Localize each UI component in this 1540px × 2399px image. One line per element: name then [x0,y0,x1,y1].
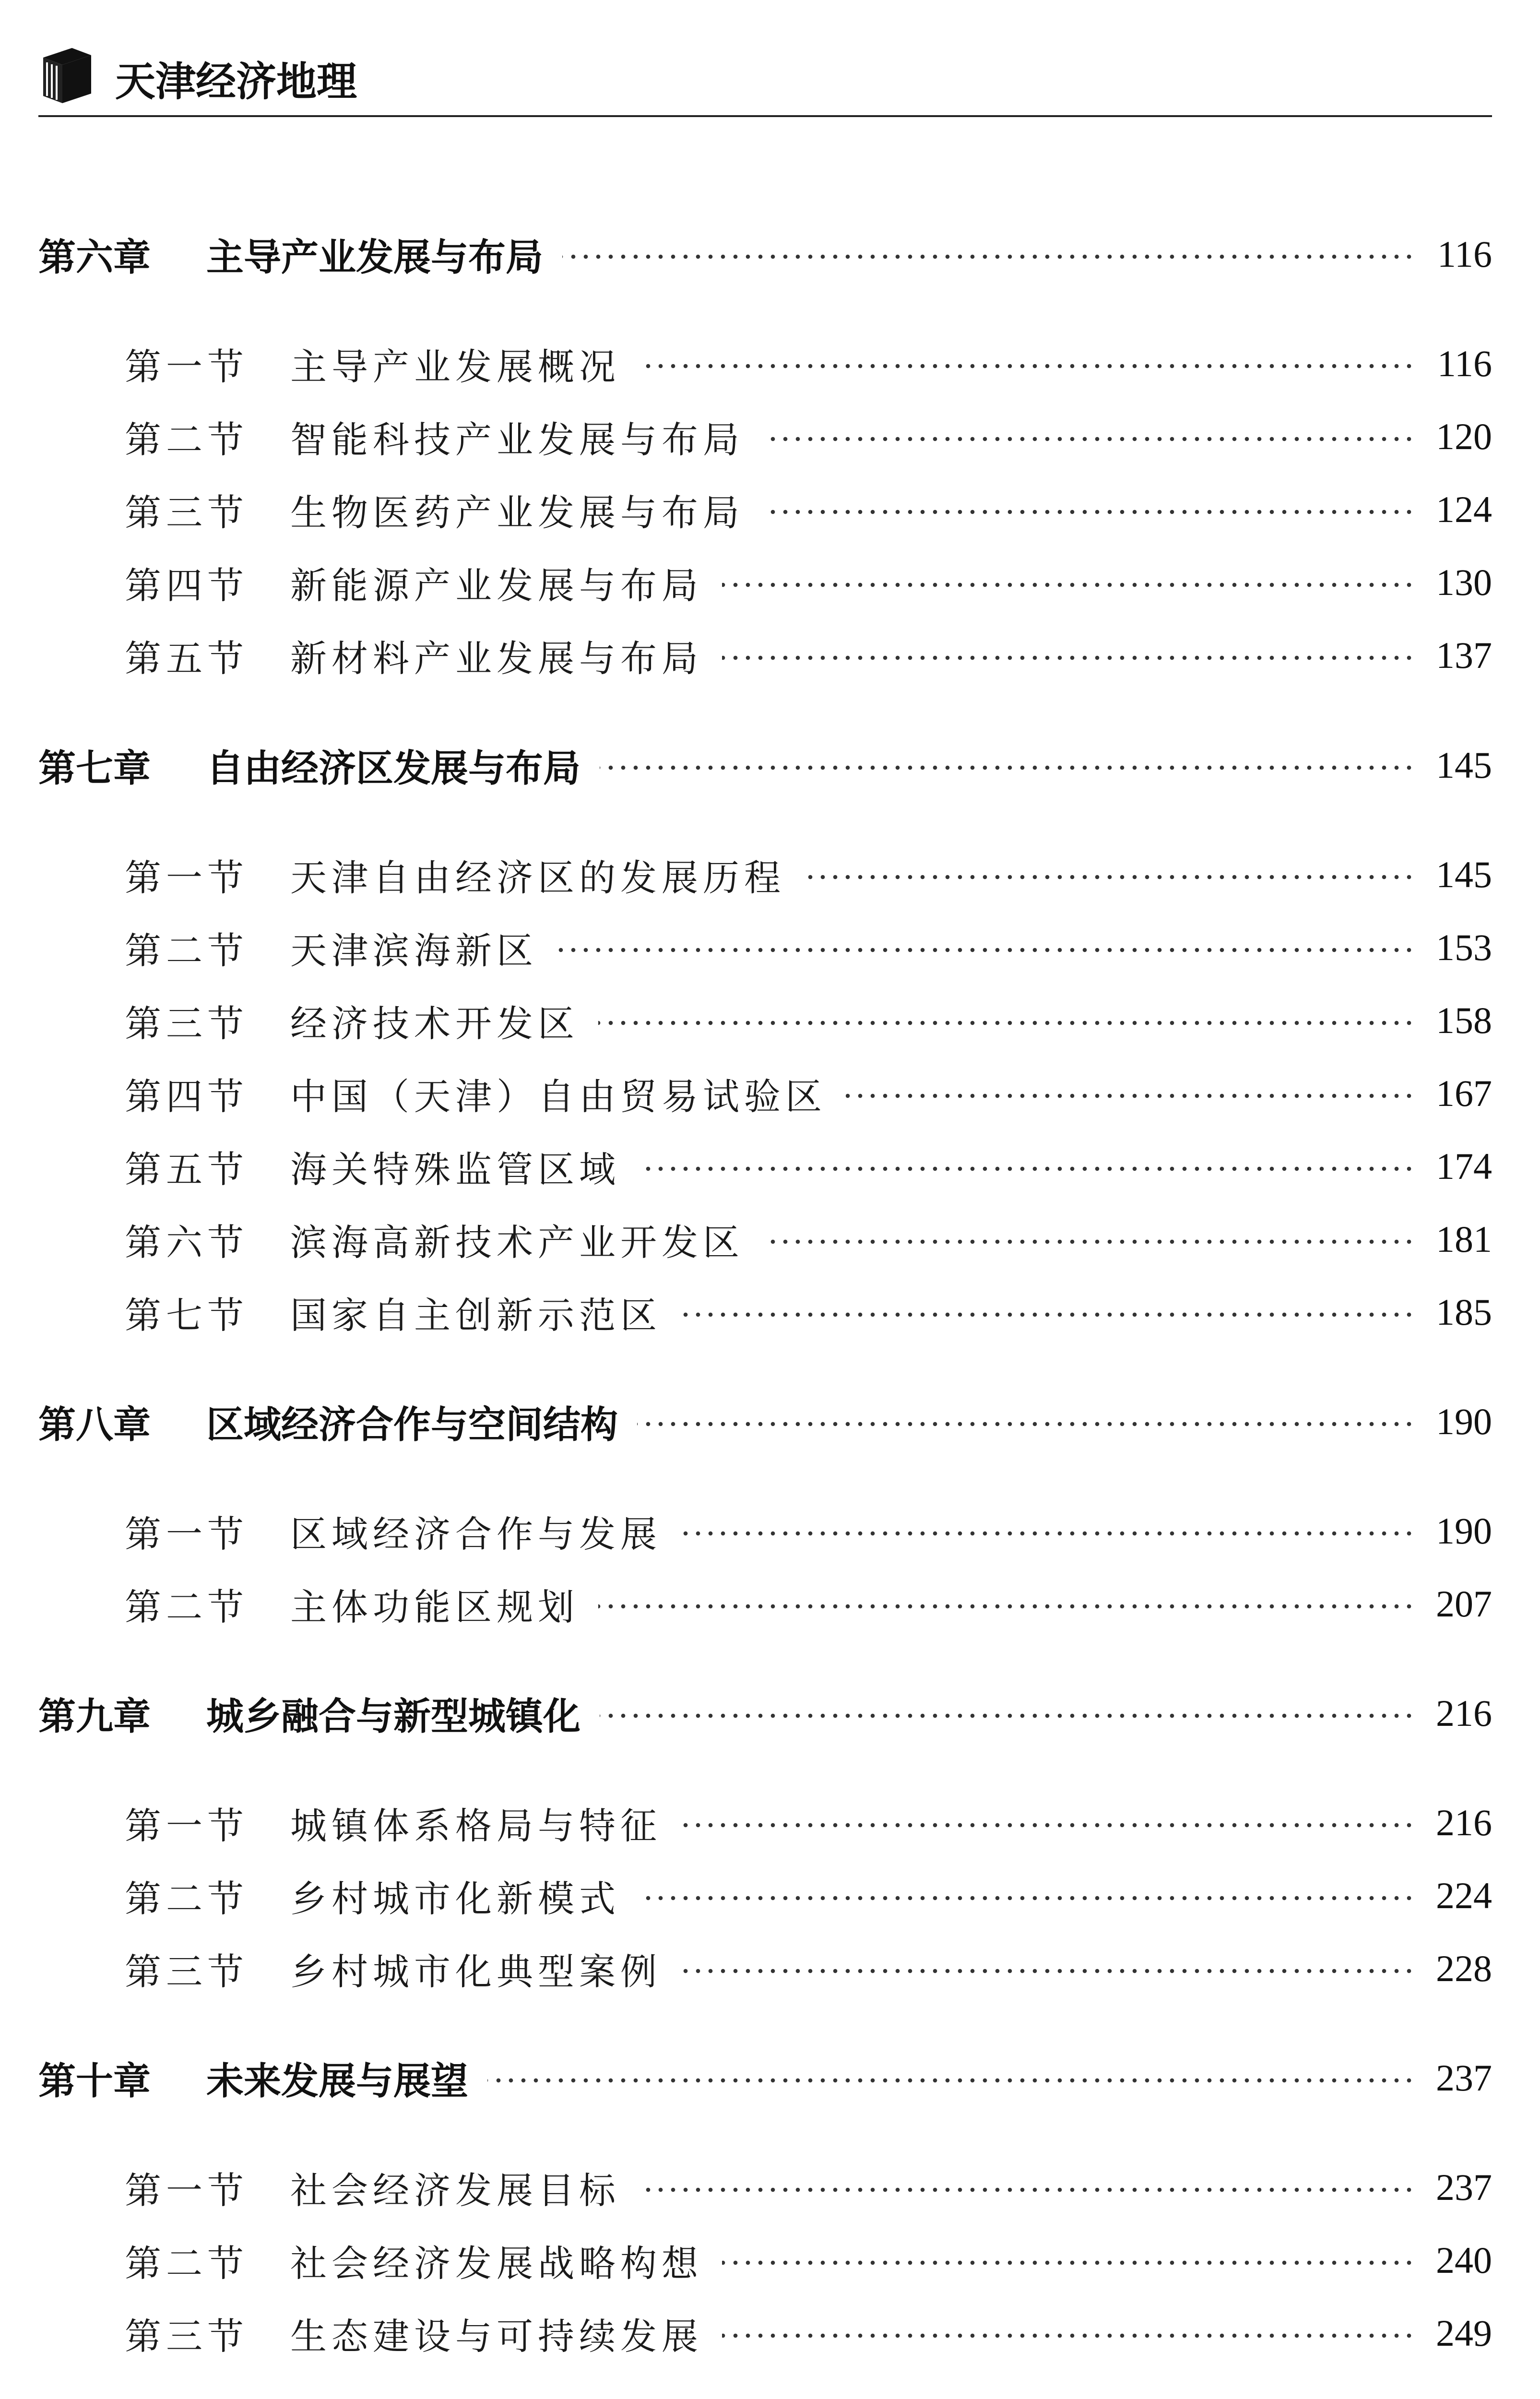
toc-section [38,2232,1492,2289]
dot-leader [722,582,1415,587]
dot-leader [763,1239,1415,1244]
section-number: 第七节 [125,1294,249,1337]
section-title: 主导产业发展概况 [290,345,620,388]
toc-section [38,408,1492,465]
page-number: 153 [1436,926,1492,968]
dot-leader [640,1166,1415,1171]
page-number: 124 [1436,488,1492,530]
section-number: 第二节 [125,418,249,461]
dot-leader [681,1312,1415,1317]
dot-leader [722,2260,1415,2265]
section-title: 海关特殊监管区域 [290,1148,620,1191]
section-number: 第一节 [125,2169,249,2212]
dot-leader [598,1021,1415,1025]
dot-leader [846,1093,1415,1098]
section-title: 主体功能区规划 [290,1585,579,1628]
section-number: 第二节 [125,2242,249,2285]
dot-leader [600,765,1415,770]
table-of-contents [38,0,1492,2399]
section-title: 新能源产业发展与布局 [290,564,703,607]
dot-leader [640,1896,1415,1900]
page-number: 237 [1436,2166,1492,2208]
toc-section [38,1138,1492,1195]
page-number: 116 [1437,233,1492,275]
page-number: 190 [1436,1401,1492,1442]
page-number: 137 [1436,634,1492,676]
page-number: 181 [1436,1218,1492,1260]
section-title: 社会经济发展战略构想 [290,2242,703,2285]
dot-leader [681,1969,1415,1973]
section-title: 智能科技产业发展与布局 [290,418,744,461]
chapter-number: 第九章 [38,1695,151,1738]
page-number: 158 [1436,999,1492,1041]
section-title: 天津自由经济区的发展历程 [290,856,785,899]
page-number: 216 [1436,1802,1492,1843]
page-number: 145 [1436,854,1492,895]
toc-chapter-10 [38,2049,1492,2107]
toc-section [38,2304,1492,2362]
section-number: 第三节 [125,491,249,534]
chapter-title: 区域经济合作与空间结构 [206,1403,618,1447]
section-title: 滨海高新技术产业开发区 [290,1221,744,1264]
toc-section [38,846,1492,903]
section-number: 第一节 [125,1512,249,1556]
chapter-title: 未来发展与展望 [206,2060,469,2103]
toc-chapter-8 [38,1393,1492,1450]
chapter-number: 第六章 [38,236,151,279]
chapter-number: 第十章 [38,2060,151,2103]
section-number: 第三节 [125,1002,249,1045]
toc-section [38,1794,1492,1852]
section-number: 第一节 [125,1804,249,1847]
section-number: 第一节 [125,345,249,388]
dot-leader [487,2078,1415,2083]
dot-leader [805,875,1415,879]
page-number: 228 [1436,1948,1492,1989]
section-number: 第二节 [125,929,249,972]
toc-section [38,1283,1492,1341]
page-number: 145 [1436,744,1492,786]
page-number: 207 [1436,1583,1492,1625]
section-number: 第二节 [125,1585,249,1628]
section-title: 新材料产业发展与布局 [290,637,703,680]
dot-leader [681,1823,1415,1828]
page-number: 237 [1436,2057,1492,2099]
page-number: 240 [1436,2239,1492,2281]
section-title: 生物医药产业发展与布局 [290,491,744,534]
toc-chapter-6 [38,226,1492,283]
section-title: 城镇体系格局与特征 [290,1804,662,1847]
page-number: 130 [1436,561,1492,603]
section-title: 乡村城市化典型案例 [290,1950,662,1993]
section-number: 第二节 [125,1877,249,1920]
toc-section [38,627,1492,684]
section-number: 第五节 [125,1148,249,1191]
section-number: 第三节 [125,1950,249,1993]
toc-section [38,1867,1492,1924]
page-number: 174 [1436,1145,1492,1187]
page-number: 185 [1436,1291,1492,1333]
page-number: 167 [1436,1072,1492,1114]
dot-leader [598,1604,1415,1609]
toc-section [38,2159,1492,2216]
toc-section [38,1211,1492,1268]
section-title: 生态建设与可持续发展 [290,2315,703,2358]
dot-leader [722,655,1415,660]
section-title: 经济技术开发区 [290,1002,579,1045]
toc-section [38,1065,1492,1122]
toc-section [38,481,1492,538]
section-number: 第四节 [125,564,249,607]
toc-chapter-7 [38,736,1492,794]
dot-leader [763,437,1415,441]
page-number: 224 [1436,1875,1492,1916]
toc-section [38,992,1492,1049]
section-title: 天津滨海新区 [290,929,538,972]
chapter-title: 主导产业发展与布局 [206,236,544,279]
page-number: 216 [1436,1692,1492,1734]
dot-leader [562,254,1415,259]
page-number: 116 [1437,343,1492,384]
page-number: 249 [1436,2312,1492,2354]
chapter-title: 自由经济区发展与布局 [206,747,581,790]
page-number: 120 [1436,416,1492,457]
dot-leader [640,2187,1415,2192]
section-number: 第三节 [125,2315,249,2358]
dot-leader [637,1422,1415,1426]
chapter-number: 第八章 [38,1403,151,1447]
section-title: 中国（天津）自由贸易试验区 [290,1075,827,1118]
toc-section [38,554,1492,611]
dot-leader [722,2333,1415,2338]
toc-section [38,919,1492,976]
chapter-number: 第七章 [38,747,151,790]
dot-leader [557,948,1415,952]
page-number: 190 [1436,1510,1492,1552]
section-number: 第五节 [125,637,249,680]
section-title: 乡村城市化新模式 [290,1877,620,1920]
section-number: 第四节 [125,1075,249,1118]
toc-section [38,1575,1492,1633]
section-number: 第六节 [125,1221,249,1264]
toc-section [38,1502,1492,1560]
section-title: 国家自主创新示范区 [290,1294,662,1337]
toc-section [38,1940,1492,1997]
dot-leader [763,510,1415,514]
book-title: 天津经济地理 [115,58,357,105]
chapter-title: 城乡融合与新型城镇化 [206,1695,581,1738]
section-title: 社会经济发展目标 [290,2169,620,2212]
dot-leader [681,1531,1415,1536]
dot-leader [600,1713,1415,1718]
dot-leader [640,364,1415,368]
toc-chapter-9 [38,1685,1492,1742]
toc-section [38,335,1492,392]
section-title: 区域经济合作与发展 [290,1512,662,1556]
section-number: 第一节 [125,856,249,899]
